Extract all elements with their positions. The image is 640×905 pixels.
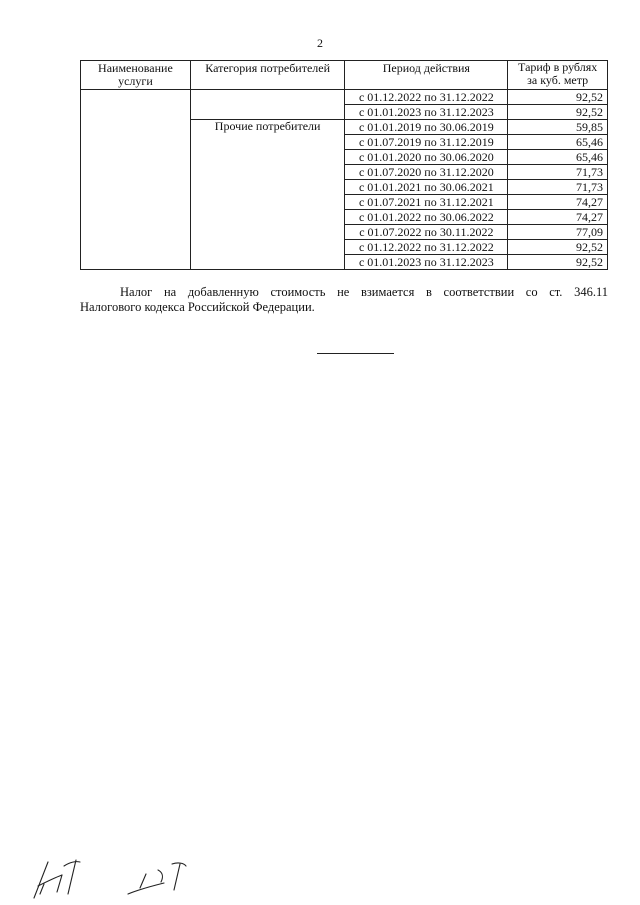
header-period: Период действия — [345, 61, 508, 90]
period-cell: с 01.01.2022 по 30.06.2022 — [345, 210, 508, 225]
header-service: Наименование услуги — [81, 61, 191, 90]
period-cell: с 01.12.2022 по 31.12.2022 — [345, 240, 508, 255]
price-cell: 74,27 — [508, 195, 608, 210]
period-cell: с 01.01.2020 по 30.06.2020 — [345, 150, 508, 165]
period-cell: с 01.07.2021 по 31.12.2021 — [345, 195, 508, 210]
handwritten-signature-icon — [28, 858, 198, 900]
price-cell: 65,46 — [508, 135, 608, 150]
tariff-table — [80, 60, 608, 270]
period-cell: с 01.12.2022 по 31.12.2022 — [345, 90, 508, 105]
end-separator-line — [317, 353, 394, 354]
header-category: Категория потребителей — [190, 61, 345, 90]
period-cell: с 01.01.2019 по 30.06.2019 — [345, 120, 508, 135]
category-cell: Прочие потребители — [190, 120, 345, 270]
period-cell: с 01.07.2019 по 31.12.2019 — [345, 135, 508, 150]
price-cell: 65,46 — [508, 150, 608, 165]
price-cell: 92,52 — [508, 105, 608, 120]
service-cell — [81, 90, 191, 270]
page-number: 2 — [317, 36, 323, 50]
category-cell-empty — [190, 90, 345, 120]
price-cell: 71,73 — [508, 165, 608, 180]
price-cell: 74,27 — [508, 210, 608, 225]
vat-note — [80, 285, 608, 315]
header-price: Тариф в рублях за куб. метр — [508, 61, 608, 90]
signatures — [28, 858, 198, 900]
price-cell: 77,09 — [508, 225, 608, 240]
period-cell: с 01.01.2021 по 30.06.2021 — [345, 180, 508, 195]
period-cell: с 01.07.2022 по 30.11.2022 — [345, 225, 508, 240]
period-cell: с 01.01.2023 по 31.12.2023 — [345, 255, 508, 270]
price-cell: 92,52 — [508, 240, 608, 255]
period-cell: с 01.07.2020 по 31.12.2020 — [345, 165, 508, 180]
period-cell: с 01.01.2023 по 31.12.2023 — [345, 105, 508, 120]
price-cell: 71,73 — [508, 180, 608, 195]
table-header-row — [81, 61, 608, 90]
price-cell: 92,52 — [508, 90, 608, 105]
price-cell: 92,52 — [508, 255, 608, 270]
vat-note-line-2: Налогового кодекса Российской Федерации. — [80, 300, 315, 314]
vat-note-line-1: Налог на добавленную стоимость не взимается в соответствии со ст. 346.11 — [120, 285, 608, 299]
table-row — [81, 90, 608, 105]
price-cell: 59,85 — [508, 120, 608, 135]
